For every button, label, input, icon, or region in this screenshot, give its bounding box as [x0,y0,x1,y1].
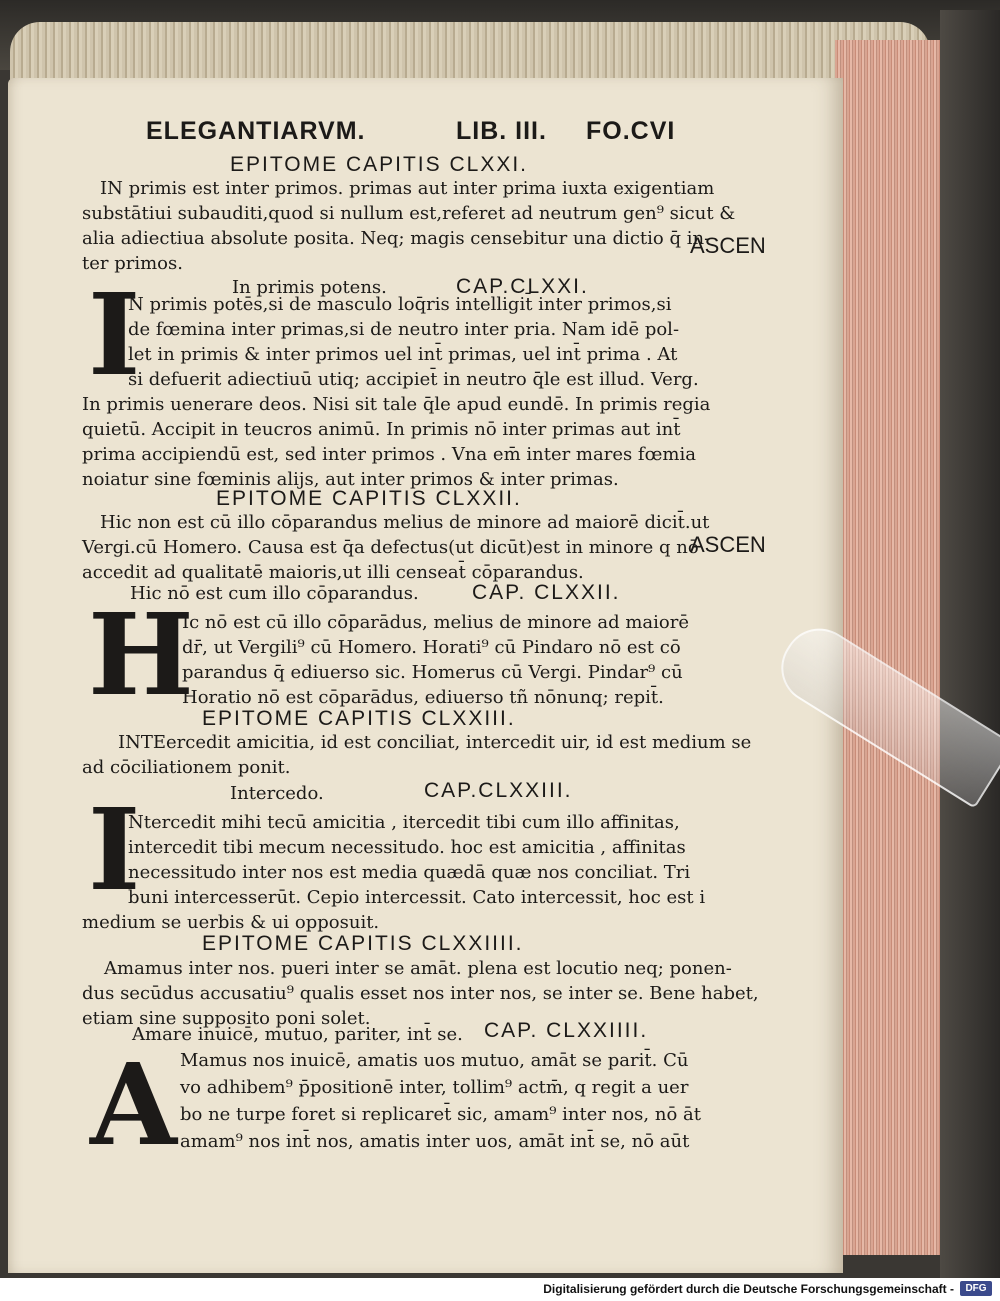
text-line: ter primos. [82,253,183,274]
epitome-title: EPITOME CAPITIS CLXXIII. [202,707,516,730]
text-line: amam⁹ nos int̄ nos, amatis inter uos, amāt int̄ se, nō aūt [180,1131,690,1152]
text-line: prima accipiendū est, sed inter primos . Vna em̄ inter mares fœmia [82,444,696,465]
chapter-heading: In primis potens. [232,277,387,298]
text-line: Horatio nō est cōparādus, ediuerso tñ nōnunq; repit̄. [182,687,664,708]
funding-credit: Digitalisierung gefördert durch die Deutsche Forschungsgemeinschaft - [543,1282,954,1296]
text-line: substātiui subauditi,quod si nullum est,referet ad neutrum gen⁹ sicut & [82,203,736,224]
initial-letter: I [88,785,141,916]
text-line: Amamus inter nos. pueri inter se amāt. plena est locutio neq; ponen- [104,958,732,979]
folio-number: FO.CVI [586,117,676,145]
text-line: IN primis est inter primos. primas aut inter prima iuxta exigentiam [100,178,715,199]
text-line: quietū. Accipit in teucros animū. In primis nō inter primas aut int̄ [82,419,681,440]
initial-letter: I [88,270,141,401]
text-line: necessitudo inter nos est media quædā quæ nos conciliat. Tri [128,862,691,883]
text-line: bo ne turpe foret si replicaret̄ sic, amam⁹ inter nos, nō āt [180,1104,701,1125]
text-line: medium se uerbis & ui opposuit. [82,912,380,933]
chapter-number: CAP.CLXXIII. [424,779,573,802]
running-title: ELEGANTIARVM. [146,117,366,145]
book-number: LIB. III. [456,117,547,145]
initial-letter: A [90,1040,177,1171]
text-line: vo adhibem⁹ p̄positionē inter, tollim⁹ actm̄, q regit a uer [180,1077,689,1098]
page-stack-top [10,22,930,80]
text-line: intercedit tibi mecum necessitudo. hoc est amicitia , affinitas [128,837,686,858]
text-line: etiam sine supposito poni solet. [82,1008,371,1029]
text-line: noiatur sine fœminis alijs, aut inter primos & inter primas. [82,469,619,490]
epitome-title: EPITOME CAPITIS CLXXIIII. [202,932,524,955]
text-line: let in primis & inter primos uel int̄ primas, uel int̄ prima . At [128,344,678,365]
text-line: accedit ad qualitatē maioris,ut illi censeat̄ cōparandus. [82,562,584,583]
text-line: ad cōciliationem ponit. [82,757,291,778]
text-line: buni intercesserūt. Cepio intercessit. Cato intercessit, hoc est i [128,887,706,908]
dfg-logo: DFG [960,1281,992,1296]
text-line: parandus q̄ ediuerso sic. Homerus cū Vergi. Pindar⁹ cū [182,662,683,683]
chapter-heading: Hic nō est cum illo cōparandus. [130,583,419,604]
text-line: dus secūdus accusatiu⁹ qualis esset nos inter nos, se inter se. Bene habet, [82,983,759,1004]
text-line: INTEercedit amicitia, id est conciliat, intercedit uir, id est medium se [118,732,752,753]
text-line: N primis potēs,si de masculo loq̄ris intelligit̄ inter primos,si [128,294,672,315]
text-line: alia adiectiua absolute posita. Neq; magis censebitur una dictio q̄ in- [82,228,711,249]
initial-letter: H [88,590,194,721]
epitome-title: EPITOME CAPITIS CLXXII. [216,487,522,510]
text-line: de fœmina inter primas,si de neutro inter pria. Nam idē pol- [128,319,680,340]
chapter-heading: Intercedo. [230,783,324,804]
text-line: Hic non est cū illo cōparandus melius de minore ad maiorē dicit̄.ut [100,512,710,533]
text-line: si defuerit adiectiuū utiq; accipiet̄ in neutro q̄le est illud. Verg. [128,369,699,390]
book-cover-right [940,10,1000,1278]
chapter-number: CAP. CLXXIIII. [484,1019,649,1042]
chapter-number: CAP. CLXXII. [472,581,621,604]
footer-bar [0,1278,1000,1301]
text-line: Ntercedit mihi tecū amicitia , itercedit tibi cum illo affinitas, [128,812,680,833]
margin-note: ASCEN [690,532,766,557]
margin-note: ASCEN [690,233,766,258]
text-line: In primis uenerare deos. Nisi sit tale q̄le apud eundē. In primis regia [82,394,711,415]
text-line: Mamus nos inuicē, amatis uos mutuo, amāt se parit̄. Cū [180,1050,689,1071]
chapter-number: CAP.CLXXI. [456,275,589,298]
epitome-title: EPITOME CAPITIS CLXXI. [230,153,529,176]
text-line: Ic nō est cū illo cōparādus, melius de minore ad maiorē [182,612,689,633]
text-line: Vergi.cū Homero. Causa est q̄a defectus(ut dicūt)est in minore q nō [82,537,699,558]
text-line: dr̄, ut Vergili⁹ cū Homero. Horati⁹ cū Pindaro nō est cō [182,637,681,658]
chapter-heading: Amare inuicē, mutuo, pariter, int̄ se. [132,1024,463,1045]
